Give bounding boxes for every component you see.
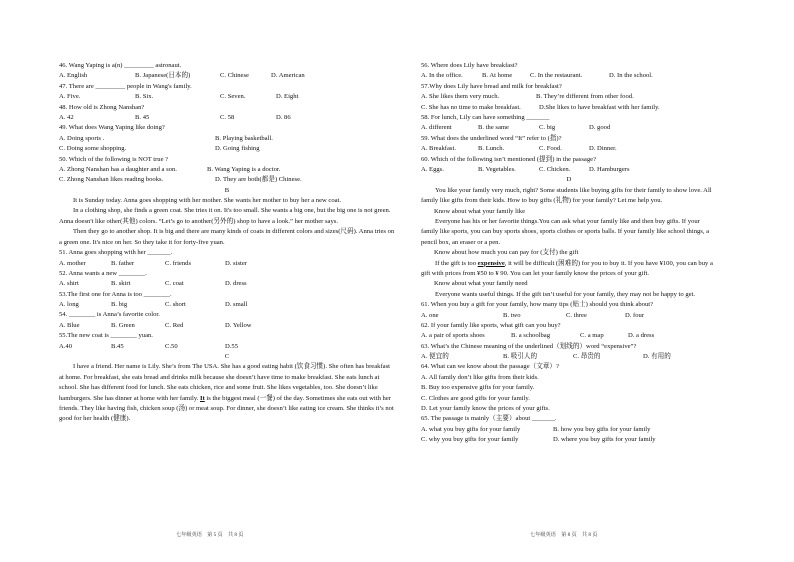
passage-d-paragraph: Everyone wants useful things. If the gift isn’t useful for your family, they may not be happy to get.: [435, 290, 696, 298]
option: C.50: [165, 342, 178, 350]
question-62: 62. If your family like sports, what gift can you buy?: [421, 321, 561, 329]
option: B. two: [503, 311, 521, 319]
option: D. 86: [276, 113, 291, 121]
option: D. Eight: [276, 93, 299, 101]
question-65-options: [421, 425, 717, 435]
option: B. 吸引人的: [503, 353, 538, 361]
option: A.40: [59, 342, 73, 350]
passage-text: , it will be difficult (困难的) for you to buy it. If you have ¥100, you can buy a gift with prices from ¥50 to ¥ 90. You can let your family know the prices of your gift.: [421, 259, 713, 277]
option: A. Eggs.: [421, 165, 444, 173]
option: A. English: [59, 72, 88, 80]
question-47-options: [59, 92, 395, 102]
passage-d-subheading: Know about what your family need: [434, 280, 528, 288]
option: C. a map: [580, 332, 604, 340]
option: D. In the school.: [609, 72, 653, 80]
option: A. She likes them very much.: [421, 93, 500, 101]
question-54: 54. ________ is Anna’s favorite color.: [59, 311, 160, 319]
passage-text: is the biggest meal (一餐) of the day. Sometimes she eats out with her friends. They like having fish, chicken soup (汤) or meat soup. For dinner, she doesn’t like eating ice cream. She thinks it’s not good for her health (健康).: [59, 394, 394, 423]
option: A. a pair of sports shoes: [421, 332, 485, 340]
option: D. American: [271, 72, 305, 80]
option: C. why you buy gifts for your family: [421, 436, 519, 444]
question-58: 58. For lunch, Lily can have something _______: [421, 113, 550, 121]
question-47: 47. There are _________ people in Wang's family.: [59, 82, 192, 90]
question-48-options: [59, 113, 395, 123]
option: B. Vegetables.: [478, 165, 516, 173]
question-57-options-2: [421, 103, 717, 113]
option: B. Lunch.: [478, 145, 505, 153]
option: A. 42: [59, 113, 74, 121]
underlined-word-expensive: expensive: [477, 259, 505, 267]
option: C. Food.: [539, 145, 562, 153]
question-48: 48. How old is Zhong Nanshan?: [59, 103, 145, 111]
option: D. Going fishing: [215, 145, 260, 153]
question-49-options: [59, 134, 395, 144]
passage-d-subheading: Know about what your family like: [434, 207, 526, 215]
question-57-options: [421, 92, 717, 102]
question-55-options: [59, 342, 395, 352]
option: A. Blue: [59, 321, 80, 329]
option: B. Playing basketball.: [215, 134, 273, 142]
passage-text: I have a friend. Her name is Lily. She’s from The USA. She has a good eating habit (饮食习惯). She often has breakfast at home. For breakfast, she eats bread and drinks milk because she doesn’t have time to make breakfast. She eats lunch at school. She has different food for lunch. She eats chicken, rice and some fruit. She likes vegetables, too. She doesn’t like hamburgers. She has dinner at home with her family.: [59, 363, 390, 402]
question-46: 46. Wang Yaping is a(n) _________ astronaut.: [59, 62, 182, 69]
right-column: [421, 61, 717, 446]
option: B. a schoolbag: [511, 332, 551, 340]
question-50: 50. Which of the following is NOT true ?: [59, 155, 169, 163]
option: B. They’re different from other food.: [536, 93, 634, 101]
option: C. She has no time to make breakfast.: [421, 103, 521, 111]
question-58-options: [421, 123, 717, 133]
question-63: 63. What’s the Chinese meaning of the underlined（划线的）word “expensive”?: [421, 342, 637, 350]
option: D. Yellow: [225, 321, 252, 329]
option: C. 昂贵的: [573, 353, 601, 361]
option: A. Five.: [59, 93, 81, 101]
option: B. father: [111, 259, 135, 267]
option: D. Dinner.: [589, 145, 617, 153]
question-52: 52. Anna wants a new ________.: [59, 269, 147, 277]
option: A. mother: [59, 259, 86, 267]
question-50-options-2: [59, 175, 395, 185]
option: D. dress: [225, 280, 247, 288]
question-63-options: [421, 352, 717, 362]
option: C. Clothes are good gifts for your family.: [421, 394, 530, 402]
underlined-word-it: It: [200, 394, 205, 402]
option: A. All family don’t like gifts from their kids.: [421, 373, 539, 381]
question-65: 65. The passage is mainly（主要）about _______.: [421, 415, 557, 423]
option: B. 45: [135, 113, 150, 121]
question-50-options: [59, 165, 395, 175]
question-57: 57.Why does Lily have bread and milk for breakfast?: [421, 82, 562, 90]
passage-d-paragraph: Everyone has his or her favorite things.You can ask what your family like and then buy gifts. If your family like sports, you can buy sports shoes, sports clothes or sports balls. If your family like school things, a pencil box, an eraser or a pen.: [421, 217, 710, 246]
question-46-options: [59, 71, 395, 81]
question-53: 53.The first one for Anna is too ________.: [59, 290, 172, 298]
question-60: 60. Which of the following isn’t mentioned (提到) in the passage?: [421, 155, 597, 163]
option: A. Zhong Nanshan has a daughter and a son.: [59, 165, 177, 173]
question-62-options: [421, 331, 717, 341]
question-54-options: [59, 321, 395, 331]
passage-d-paragraph: [421, 259, 717, 280]
option: A. different: [421, 124, 452, 132]
option: D. Let your family know the prices of your gifts.: [421, 405, 550, 413]
option: C. coat: [165, 280, 184, 288]
question-65-options-2: [421, 435, 717, 445]
option: D.55: [225, 342, 239, 350]
option: C. In the restaurant.: [530, 72, 583, 80]
option: D. sister: [225, 259, 247, 267]
option: A. one: [421, 311, 439, 319]
option: C. 58: [220, 113, 235, 121]
page-footer-right: 七年级英语 第 8 页 共 8 页: [530, 532, 598, 538]
question-55: 55.The new coat is ________ yuan.: [59, 332, 153, 340]
option: C. friends: [165, 259, 192, 267]
option: B. skirt: [111, 280, 131, 288]
option: D. good: [589, 124, 611, 132]
option: C. Doing some shopping.: [59, 145, 127, 153]
option: B. At home: [482, 72, 513, 80]
passage-text: If the gift is too: [435, 259, 478, 267]
question-61: 61. When you buy a gift for your family, how many tips (贴士) should you think about?: [421, 301, 654, 309]
option: A. 便宜的: [421, 353, 449, 361]
question-64: 64. What can we know about the passage（文章）?: [421, 363, 559, 371]
option: C. Seven.: [220, 93, 246, 101]
question-56-options: [421, 71, 717, 81]
question-56: 56. Where does Lily have breakfast?: [421, 62, 518, 69]
page-footer-left: 七年级英语 第 5 页 共 8 页: [176, 532, 244, 538]
option: A. what you buy gifts for your family: [421, 425, 521, 433]
question-60-options: [421, 165, 717, 175]
passage-c-paragraph: [59, 362, 395, 424]
option: A. shirt: [59, 280, 79, 288]
question-59-options: [421, 144, 717, 154]
option: B. Japanese(日本的): [135, 72, 191, 80]
option: C. three: [566, 311, 587, 319]
passage-d-paragraph: You like your family very much, right? Some students like buying gifts for their family to show love. All family like gifts from their kids. How to buy gifts (礼物) for your family? Let me help you.: [421, 186, 712, 205]
option: A. Breakfast.: [421, 145, 456, 153]
question-53-options: [59, 300, 395, 310]
question-52-options: [59, 279, 395, 289]
option: B.45: [111, 342, 124, 350]
option: B. Buy too expensive gifts for your family.: [421, 384, 535, 392]
option: B. the same: [478, 124, 509, 132]
section-c-heading: C: [224, 353, 230, 361]
option: D. Hamburgers: [589, 165, 630, 173]
passage-b-paragraph: It is Sunday today. Anna goes shopping with her mother. She wants her mother to buy her a new coat.: [73, 197, 342, 205]
option: C. big: [539, 124, 556, 132]
option: C. Chicken.: [539, 165, 571, 173]
section-b-heading: B: [224, 186, 230, 194]
question-51-options: [59, 259, 395, 269]
option: C. Chinese: [220, 72, 249, 80]
option: A. long: [59, 301, 79, 309]
section-d-heading: D: [566, 176, 572, 184]
question-49: 49. What does Wang Yaping like doing?: [59, 124, 165, 132]
option: D.She likes to have breakfast with her family.: [539, 103, 660, 111]
option: C. short: [165, 301, 186, 309]
option: B. big: [111, 301, 128, 309]
left-column: [59, 61, 395, 425]
option: C. Zhong Nanshan likes reading books.: [59, 176, 164, 184]
option: B. Six.: [135, 93, 154, 101]
option: A. Doing sports .: [59, 134, 105, 142]
option: D. small: [225, 301, 248, 309]
option: D. where you buy gifts for your family: [553, 436, 656, 444]
option: D. four: [625, 311, 645, 319]
option: D. They are both(都是) Chinese.: [215, 176, 302, 184]
question-61-options: [421, 311, 717, 321]
passage-d-subheading: Know about how much you can pay for (支付) the gift: [434, 249, 579, 257]
passage-b-paragraph: Then they go to another shop. It is big and there are many kinds of coats in different colors and sizes(尺码). Anna tries on a green one. It's nice on her. So they take it for forty-five yuan.: [59, 228, 395, 246]
question-51: 51. Anna goes shopping with her _______.: [59, 249, 173, 257]
option: B. Green: [111, 321, 135, 329]
option: D. 有用的: [643, 353, 671, 361]
option: B. how you buy gifts for your family: [553, 425, 651, 433]
option: B. Wang Yaping is a doctor.: [207, 165, 281, 173]
question-59: 59. What does the underlined word “It” refer to (指)?: [421, 134, 562, 142]
option: A. In the office.: [421, 72, 463, 80]
question-49-options-2: [59, 144, 395, 154]
option: D. a dress: [628, 332, 655, 340]
passage-b-paragraph: In a clothing shop, she finds a green coat. She tries it on. It's too small. She wants a big one, but the big one is not green. Anna doesn't like other(其他) colors. “Let’s go to another(另外的) shop to have a look.” her mother says.: [59, 207, 391, 225]
option: C. Red: [165, 321, 184, 329]
